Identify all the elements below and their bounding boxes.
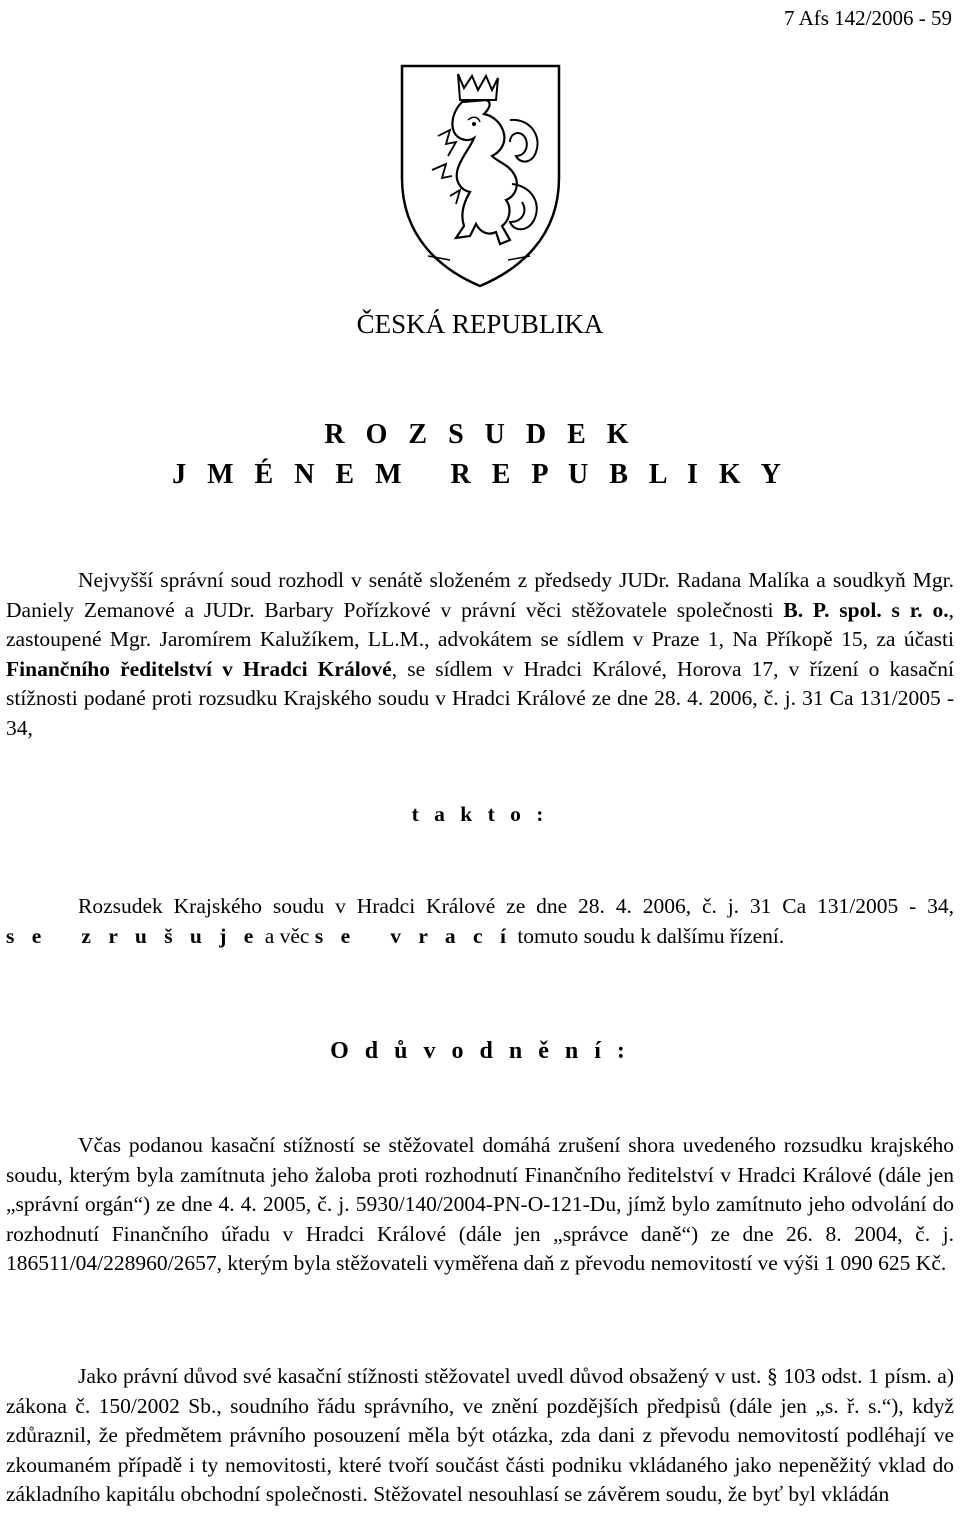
country-heading: ČESKÁ REPUBLIKA — [356, 309, 604, 339]
ruling-text-1: Rozsudek Krajského soudu v Hradci Králové ze dne 28. 4. 2006, č. j. 31 Ca 131/2005 - 34, — [78, 894, 954, 918]
verdict-title-line1: R O Z S U D E K — [324, 419, 636, 450]
intro-text-1: Nejvyšší správní soud rozhodl v senátě složeném z předsedy JUDr. Radana Malíka a soudkyň Mgr. Daniely Zemanové a JUDr. Barbary Pořízkové v právní věci stěžovatele společnosti — [6, 568, 954, 622]
reasoning-text-1: Včas podanou kasační stížností se stěžovatel domáhá zrušení shora uvedeného rozsudku krajského soudu, kterým byla zamítnuta jeho žaloba proti rozhodnutí Finančního ředitelství v Hradci Králové (dále jen „správní orgán“) ze dne 4. 4. 2005, č. j. 5930/140/2004-PN-O-121-Du, jímž bylo zamítnuto jeho odvolání do rozhodnutí Finančního úřadu v Hradci Králové (dále jen „správce daně“) ze dne 26. 8. 2004, č. j. 186511/04/228960/2657, kterým byla stěžovateli vyměřena daň z převodu nemovitostí ve výši 1 090 625 Kč. — [6, 1133, 954, 1275]
party-company: B. P. spol. s r. o. — [783, 597, 949, 622]
takto-heading: t a k t o : — [411, 802, 549, 826]
intro-paragraph — [6, 566, 954, 743]
verdict-title — [0, 415, 960, 495]
verdict-title-line2: J M É N E M R E P U B L I K Y — [172, 459, 788, 490]
ruling-annulled: s e z r u š u j e — [6, 923, 260, 948]
intro-text-2: , zastoupené Mgr. Jaromírem Kalužíkem, LL.M., advokátem se sídlem v Praze 1, Na Příkopě 15, za účasti — [6, 597, 954, 651]
case-number: 7 Afs 142/2006 - 59 — [784, 6, 952, 30]
ruling-returned: s e v r a c í — [314, 923, 512, 948]
ruling-text-3: tomuto soudu k dalšímu řízení. — [511, 923, 785, 948]
ruling-paragraph — [6, 892, 954, 951]
ruling-text-2: a věc — [259, 923, 315, 948]
reasoning-paragraph-1 — [6, 1131, 954, 1279]
intro-text-3: , se sídlem v Hradci Králové, Horova 17, v řízení o kasační stížnosti podané proti rozsudku Krajského soudu v Hradci Králové ze dne 28. 4. 2006, č. j. 31 Ca 131/2005 - 34, — [6, 656, 955, 740]
reasoning-text-2: Jako právní důvod své kasační stížnosti stěžovatel uvedl důvod obsažený v ust. § 103 odst. 1 písm. a) zákona č. 150/2002 Sb., soudního řádu správního, ve znění pozdějších předpisů (dále jen „s. ř. s.“), když zdůraznil, že předmětem právního posouzení měla být otázka, zda dani z převodu nemovitostí podléhají ve zkoumaném případě i ty nemovitosti, které tvoří součást části podniku vkládaného jako nepeněžitý vklad do základního kapitálu obchodní společnosti. Stěžovatel nesouhlasí se závěrem soudu, že byť byl vkládán — [6, 1364, 954, 1506]
party-authority: Finančního ředitelství v Hradci Králové — [6, 656, 392, 681]
reasoning-heading: O d ů v o d n ě n í : — [330, 1038, 630, 1064]
reasoning-paragraph-2 — [6, 1362, 954, 1510]
coat-of-arms-icon — [398, 60, 563, 290]
